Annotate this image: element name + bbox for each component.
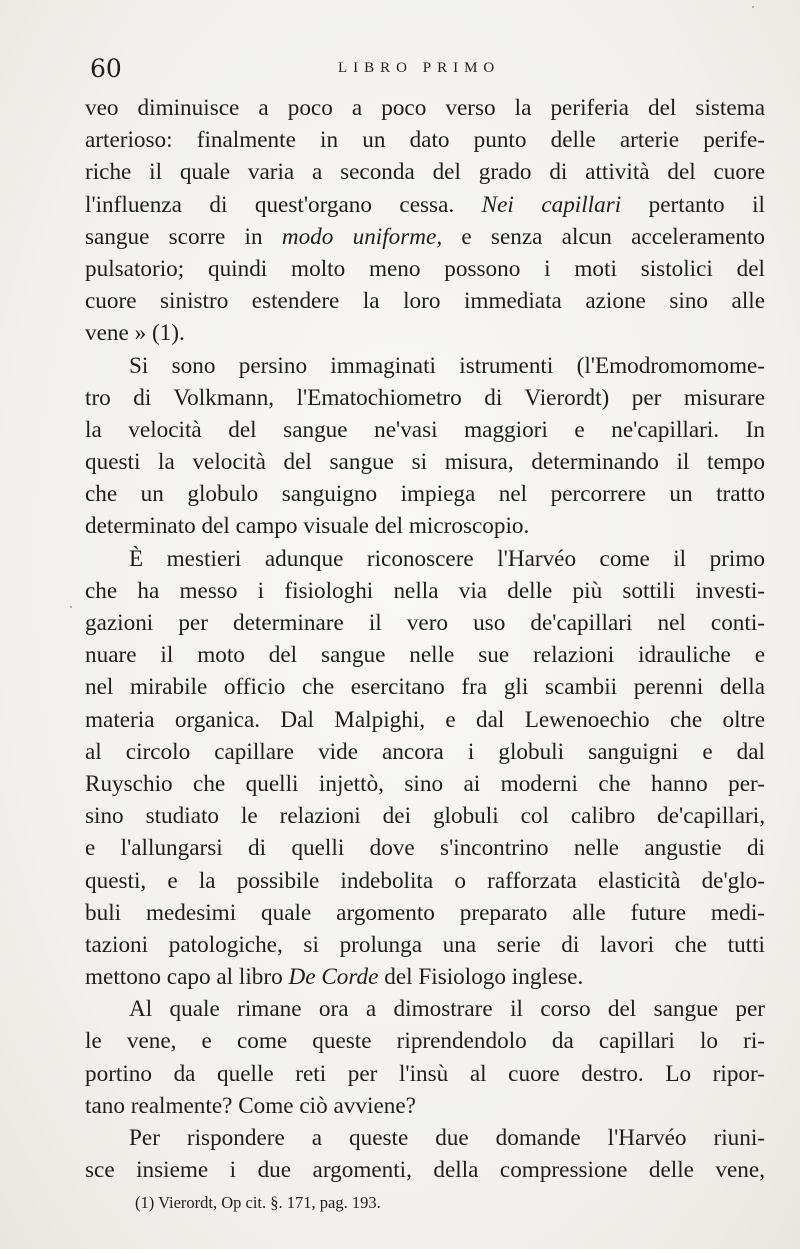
- ink-speck: [70, 606, 72, 608]
- text-line: [85, 1058, 765, 1090]
- text-line: [85, 446, 765, 478]
- footnote: (1) Vierordt, Op cit. §. 171, pag. 193.: [135, 1193, 381, 1212]
- text-line: [85, 543, 765, 575]
- text-segment: pulsatorio; quindi molto meno possono i moti sistolici del: [85, 255, 765, 282]
- text-segment: sino studiato le relazioni dei globuli col calibro de'capillari,: [85, 803, 765, 830]
- page-header: [90, 54, 760, 94]
- text-segment: riche il quale varia a seconda del grado di attività del cuore: [85, 159, 765, 186]
- text-line: [85, 639, 765, 671]
- text-segment: nel mirabile officio che esercitano fra gli scambii perenni della: [85, 674, 765, 701]
- text-segment: veo diminuisce a poco a poco verso la periferia del sistema: [85, 95, 765, 121]
- text-line: [85, 961, 765, 993]
- text-segment: cuore sinistro estendere la loro immediata azione sino alle: [85, 288, 765, 315]
- text-segment: portino da quelle reti per l'insù al cuore destro. Lo ripor-: [85, 1060, 765, 1087]
- text-segment: pertanto il: [621, 191, 765, 218]
- text-line: [85, 865, 765, 897]
- text-segment: l'influenza di quest'organo cessa.: [85, 191, 482, 218]
- text-segment: e senza alcun acceleramento: [442, 223, 766, 250]
- text-line: [85, 671, 765, 703]
- text-segment: Al quale rimane ora a dimostrare il corso del sangue per: [129, 996, 765, 1023]
- text-line: [85, 1154, 765, 1186]
- text-segment: È mestieri adunque riconoscere l'Harvéo come il primo: [129, 545, 765, 572]
- text-segment: tazioni patologiche, si prolunga una serie di lavori che tutti: [85, 931, 765, 958]
- body-text: [85, 92, 765, 1186]
- italic-phrase: De Corde: [288, 964, 379, 991]
- text-line: [85, 575, 765, 607]
- text-line: [85, 124, 765, 156]
- text-line: [85, 704, 765, 736]
- text-line: [85, 897, 765, 929]
- text-line: [85, 929, 765, 961]
- text-line: [85, 189, 765, 221]
- text-segment: gazioni per determinare il vero uso de'capillari nel conti-: [85, 610, 765, 636]
- text-line: [85, 510, 765, 542]
- text-segment: vene » (1).: [85, 320, 185, 347]
- text-line: [85, 607, 765, 639]
- text-line: [85, 382, 765, 414]
- text-line: [85, 993, 765, 1025]
- text-line: [85, 800, 765, 832]
- text-segment: questi la velocità del sangue si misura, determinando il tempo: [85, 449, 765, 476]
- text-segment: determinato del campo visuale del microscopio.: [85, 513, 530, 540]
- text-segment: materia organica. Dal Malpighi, e dal Lewenoechio che oltre: [85, 706, 765, 733]
- text-segment: le vene, e come queste riprendendolo da capillari lo ri-: [85, 1028, 765, 1055]
- text-segment: al circolo capillare vide ancora i globuli sanguigni e dal: [85, 738, 765, 765]
- text-segment: Si sono persino immaginati istrumenti (l'Emodromomome-: [129, 352, 765, 379]
- text-segment: arterioso: finalmente in un dato punto delle arterie perife-: [85, 127, 765, 154]
- text-line: [85, 736, 765, 768]
- italic-phrase: modo uniforme,: [281, 223, 443, 250]
- text-line: [85, 350, 765, 382]
- text-segment: sce insieme i due argomenti, della compressione delle vene,: [85, 1157, 765, 1184]
- text-line: [85, 414, 765, 446]
- running-title: LIBRO PRIMO: [338, 60, 501, 76]
- text-segment: mettono capo al libro: [85, 964, 289, 991]
- text-line: [85, 1025, 765, 1057]
- text-segment: che ha messo i fisiologhi nella via delle più sottili investi-: [85, 577, 765, 604]
- text-segment: buli medesimi quale argomento preparato alle future medi-: [85, 899, 765, 926]
- text-line: [85, 1090, 765, 1122]
- text-segment: la velocità del sangue ne'vasi maggiori e ne'capillari. In: [85, 416, 765, 443]
- text-line: [85, 285, 765, 317]
- text-segment: tro di Volkmann, l'Ematochiometro di Vierordt) per misurare: [85, 384, 765, 411]
- text-line: [85, 478, 765, 510]
- text-segment: del Fisiologo inglese.: [378, 964, 584, 991]
- text-segment: Ruyschio che quelli injettò, sino ai moderni che hanno per-: [85, 770, 765, 797]
- text-segment: sangue scorre in: [85, 223, 282, 250]
- text-line: [85, 768, 765, 800]
- text-line: [85, 1122, 765, 1154]
- text-segment: che un globulo sanguigno impiega nel percorrere un tratto: [85, 481, 765, 508]
- text-segment: nuare il moto del sangue nelle sue relazioni idrauliche e: [85, 642, 765, 669]
- text-segment: Per rispondere a queste due domande l'Harvéo riuni-: [129, 1125, 765, 1151]
- text-line: [85, 253, 765, 285]
- text-line: [85, 156, 765, 188]
- page-number: 60: [90, 54, 122, 83]
- text-segment: questi, e la possibile indebolita o rafforzata elasticità de'glo-: [85, 867, 765, 894]
- text-line: [85, 92, 765, 124]
- text-line: [85, 221, 765, 253]
- text-line: [85, 832, 765, 864]
- ink-speck: [752, 6, 754, 8]
- text-segment: tano realmente? Come ciò avviene?: [85, 1092, 416, 1119]
- text-line: [85, 317, 765, 349]
- text-segment: e l'allungarsi di quelli dove s'incontrino nelle angustie di: [85, 835, 765, 862]
- italic-phrase: Nei capillari: [481, 191, 622, 218]
